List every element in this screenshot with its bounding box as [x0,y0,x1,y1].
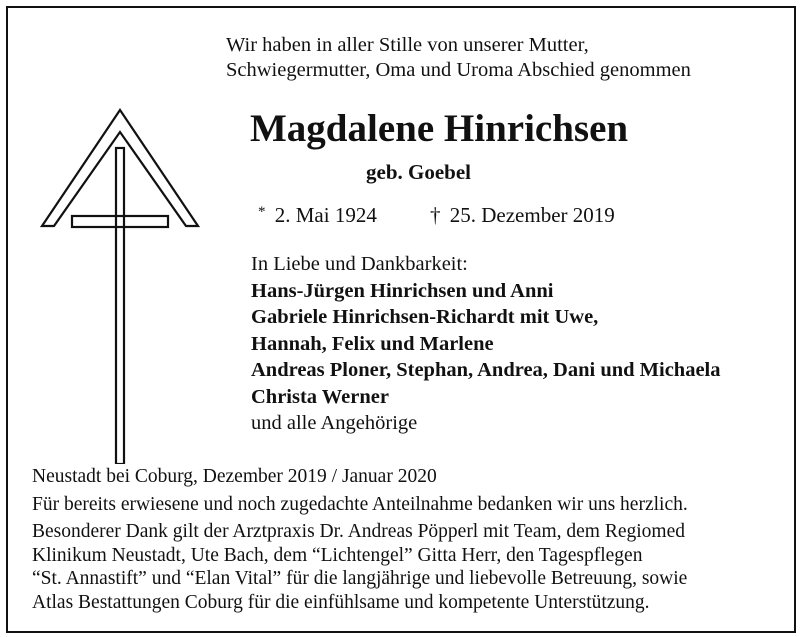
footer-text [32,465,688,615]
birth-date: 2. Mai 1924 [274,203,377,227]
mourner-line: Andreas Ploner, Stephan, Andrea, Dani und Michaela [251,359,721,381]
mourners-list [251,251,721,437]
place-date: Neustadt bei Coburg, Dezember 2019 / Januar 2020 [32,466,437,487]
special-thanks-line: Besonderer Dank gilt der Arztpraxis Dr. Andreas Pöpperl mit Team, dem Regiomed [32,521,686,543]
special-thanks-line: Klinikum Neustadt, Ute Bach, dem “Lichtengel” Gitta Herr, den Tagespflegen [32,544,643,566]
birth-star-icon: * [258,204,266,220]
mourners-intro: In Liebe und Dankbarkeit: [251,253,468,275]
mourner-line: Hans-Jürgen Hinrichsen und Anni [251,279,554,302]
birth-date-line [258,203,377,228]
mourners-closing: und alle Angehörige [251,412,418,434]
death-date-line [430,203,615,228]
thanks-line: Für bereits erwiesene und noch zugedachte Anteilnahme bedanken wir uns herzlich. [32,493,688,515]
special-thanks-line: Atlas Bestattungen Coburg für die einfühlsame und kompetente Unterstützung. [32,591,650,613]
mourner-line: Hannah, Felix und Marlene [251,332,494,355]
deceased-name: Magdalene Hinrichsen [250,107,629,150]
maiden-name: geb. Goebel [366,160,471,184]
mourner-line: Christa Werner [251,385,389,408]
special-thanks-line: “St. Annastift” und “Elan Vital” für die langjährige und liebevolle Betreuung, sowie [32,568,688,590]
intro-text [226,33,691,83]
intro-line: Schwiegermutter, Oma und Uroma Abschied genommen [226,59,691,81]
death-dagger-icon: † [430,203,441,227]
mourner-line: Gabriele Hinrichsen-Richardt mit Uwe, [251,306,599,328]
intro-line: Wir haben in aller Stille von unserer Mutter, [226,34,589,56]
death-date: 25. Dezember 2019 [449,203,615,227]
cross-with-roof-icon [40,108,200,464]
